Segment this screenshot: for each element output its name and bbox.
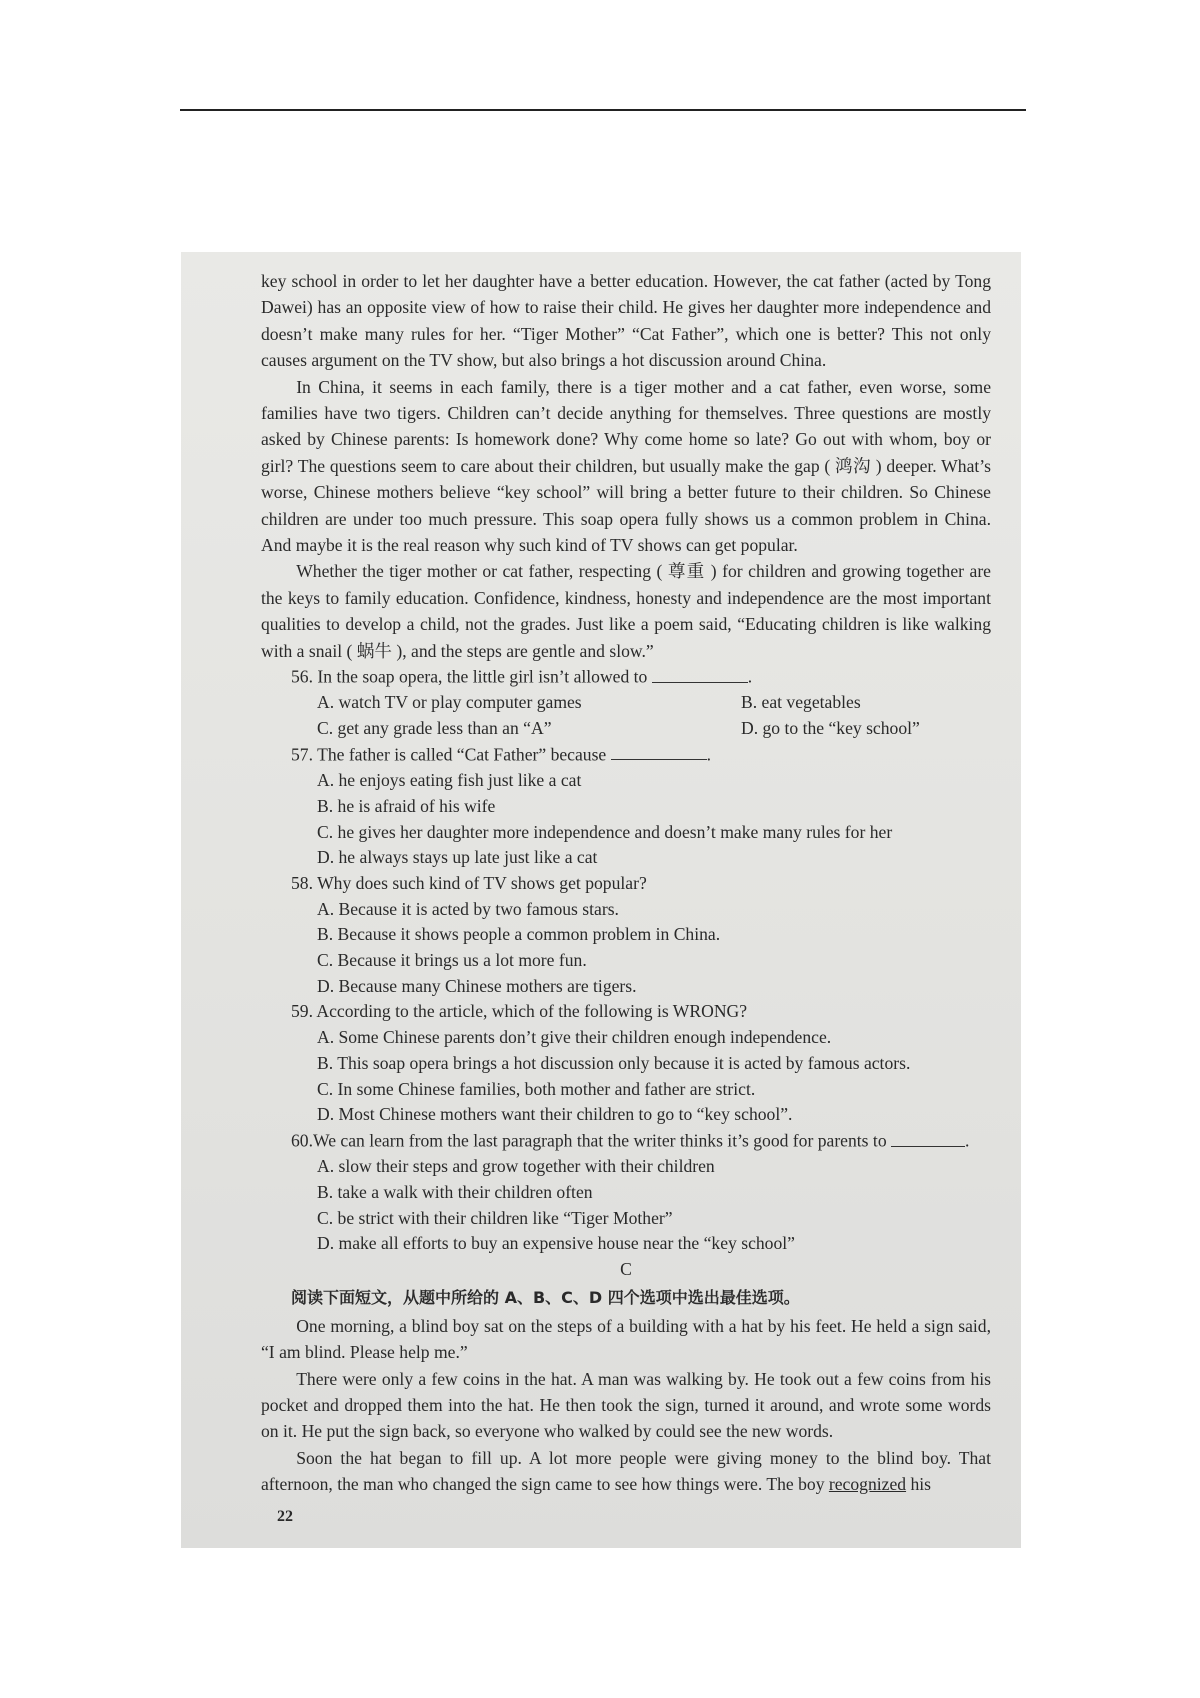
section-label: C	[620, 1259, 632, 1280]
option: D. Because many Chinese mothers are tigers.	[317, 975, 637, 996]
option: D. make all efforts to buy an expensive house near the “key school”	[317, 1233, 795, 1254]
answer-blank	[652, 664, 748, 683]
question-stem: 60.We can learn from the last paragraph that the writer thinks it’s good for parents to .	[261, 1128, 991, 1154]
option: B. This soap opera brings a hot discussion only because it is acted by famous actors.	[317, 1052, 911, 1073]
question-stem: 59. According to the article, which of the following is WRONG?	[291, 1001, 748, 1022]
passage-paragraph: key school in order to let her daughter have a better education. However, the cat father (acted by Tong Dawei) has an opposite view of how to raise their child. He gives her daughter more independence and doesn’t make many rules for her. “Tiger Mother” “Cat Father”, which one is better? This not only causes argument on the TV show, but also brings a hot discussion around China.	[261, 271, 991, 371]
page-number: 22	[277, 1508, 293, 1525]
option: C. he gives her daughter more independence and doesn’t make many rules for her	[317, 821, 893, 842]
question-stem: 56. In the soap opera, the little girl isn’t allowed to .	[261, 664, 991, 690]
passage-paragraph: One morning, a blind boy sat on the steps of a building with a hat by his feet. He held a sign said, “I am blind. Please help me.”	[261, 1315, 991, 1363]
option: B. he is afraid of his wife	[317, 795, 496, 816]
option: A. Some Chinese parents don’t give their children enough independence.	[317, 1027, 832, 1048]
option: D. Most Chinese mothers want their children to go to “key school”.	[317, 1104, 793, 1125]
question-stem: 58. Why does such kind of TV shows get popular?	[291, 872, 647, 893]
passage-paragraph: There were only a few coins in the hat. A man was walking by. He took out a few coins from his pocket and dropped them into the hat. He then took the sign, turned it around, and wrote some words on it. He put the sign back, so everyone who walked by could see the new words.	[261, 1368, 991, 1442]
option: B. eat vegetables	[741, 692, 861, 713]
underlined-word: recognized	[828, 1474, 907, 1495]
answer-blank	[891, 1128, 965, 1147]
option: C. be strict with their children like “Tiger Mother”	[317, 1207, 673, 1228]
option: A. Because it is acted by two famous stars.	[317, 898, 619, 919]
option: C. get any grade less than an “A”	[317, 718, 552, 739]
option: A. slow their steps and grow together with their children	[317, 1156, 715, 1177]
option: C. Because it brings us a lot more fun.	[317, 950, 587, 971]
answer-blank	[611, 742, 707, 761]
passage-paragraph: Soon the hat began to fill up. A lot more people were giving money to the blind boy. That afternoon, the man who changed the sign came to see how things were. The boy recognized his	[261, 1447, 991, 1495]
option: D. go to the “key school”	[741, 718, 920, 739]
scanned-page	[181, 252, 1021, 1548]
option-row	[261, 716, 991, 742]
option: B. take a walk with their children often	[317, 1181, 593, 1202]
option: A. he enjoys eating fish just like a cat	[317, 770, 582, 791]
option: D. he always stays up late just like a cat	[317, 847, 598, 868]
question-stem: 57. The father is called “Cat Father” because .	[261, 742, 991, 768]
header-rule	[180, 109, 1026, 111]
option-row	[261, 690, 991, 716]
section-instruction: 阅读下面短文，从题中所给的 A、B、C、D 四个选项中选出最佳选项。	[291, 1287, 800, 1307]
passage-paragraph: In China, it seems in each family, there is a tiger mother and a cat father, even worse, some families have two tigers. Children can’t decide anything for themselves. Three questions are mostly asked by Chinese parents: Is homework done? Why come home so late? Go out with whom, boy or girl? The questions seem to care about their children, but usually make the gap ( 鸿沟 ) deeper. What’s worse, Chinese mothers believe “key school” will bring a better future to their children. So Chinese children are under too much pressure. This soap opera fully shows us a common problem in China. And maybe it is the real reason why such kind of TV shows can get popular.	[261, 376, 991, 556]
option: C. In some Chinese families, both mother and father are strict.	[317, 1078, 756, 1099]
passage-paragraph: Whether the tiger mother or cat father, respecting ( 尊重 ) for children and growing together are the keys to family education. Confidence, kindness, honesty and independence are the most important qualities to develop a child, not the grades. Just like a poem said, “Educating children is like walking with a snail ( 蜗牛 ), and the steps are gentle and slow.”	[261, 561, 991, 661]
option: A. watch TV or play computer games	[317, 692, 582, 713]
option: B. Because it shows people a common problem in China.	[317, 924, 721, 945]
